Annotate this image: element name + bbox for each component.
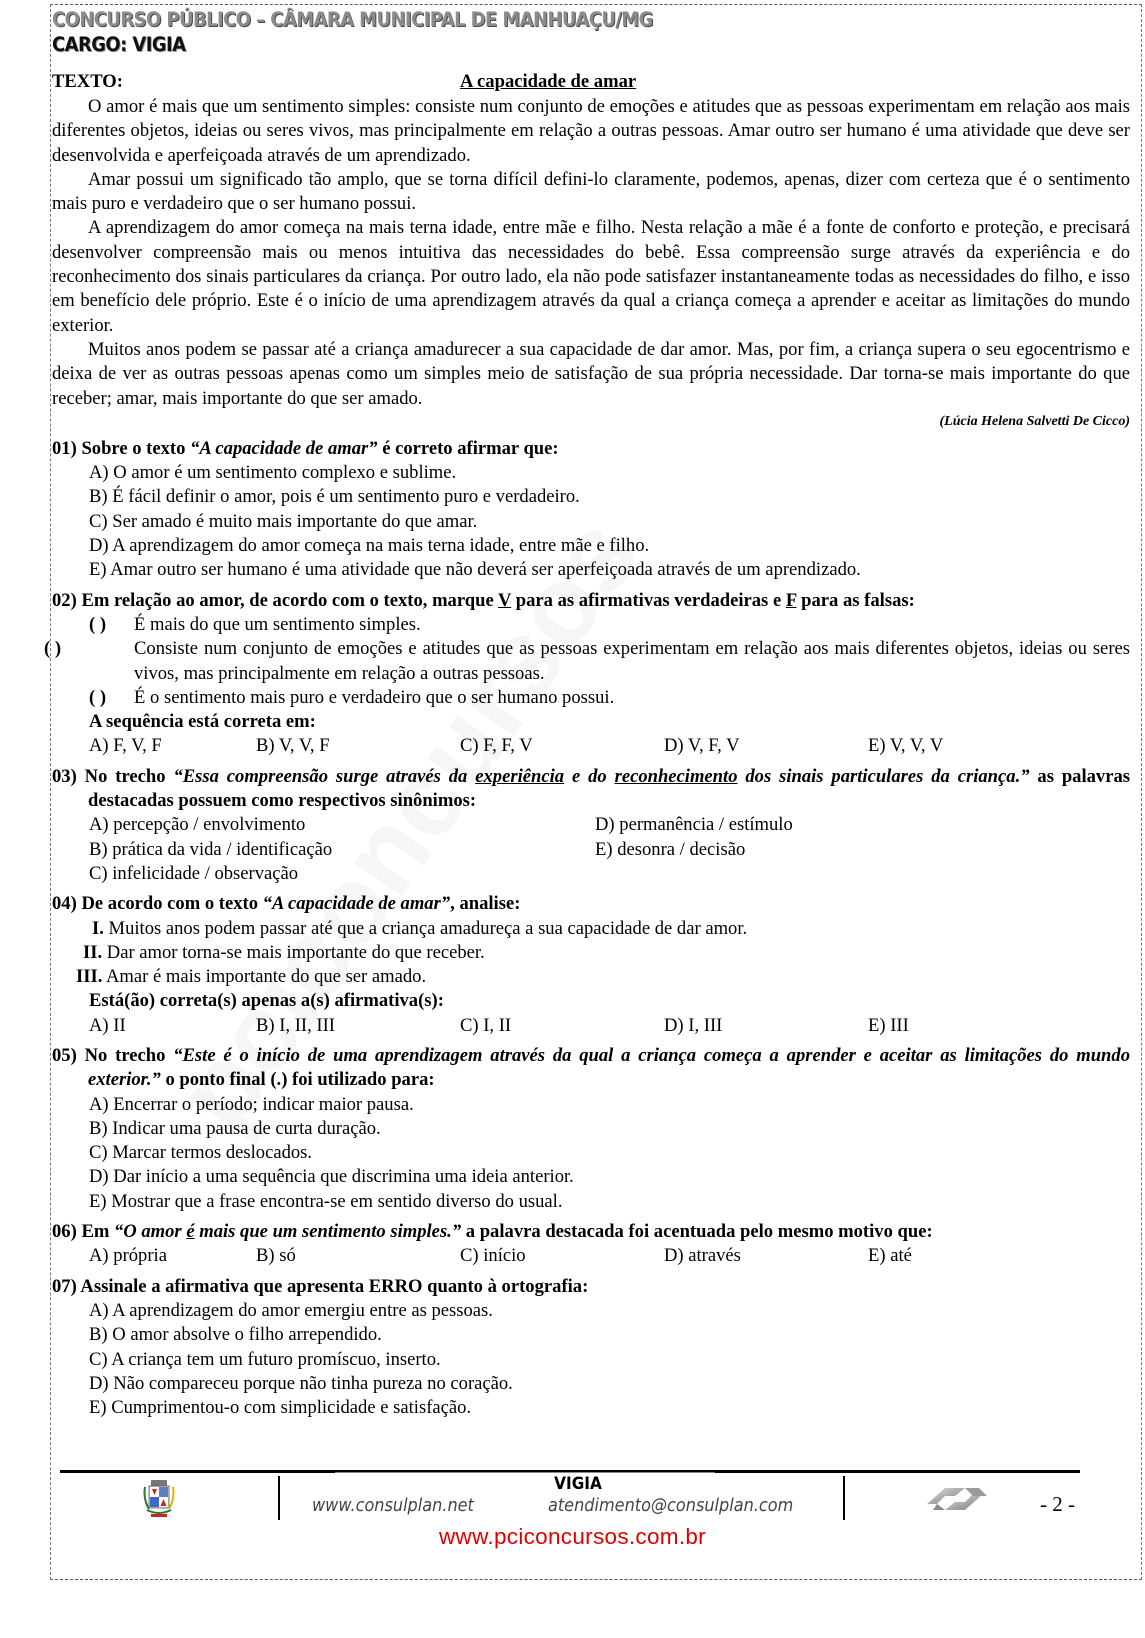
stem-text: De acordo com o texto xyxy=(76,893,263,915)
question-number: 01) xyxy=(52,437,77,459)
option-b: B) I, II, III xyxy=(256,1014,335,1036)
option-b: B) prática da vida / identificação xyxy=(89,838,333,860)
text-label: TEXTO: xyxy=(52,71,123,92)
option-d: D) permanência / estímulo xyxy=(595,814,793,836)
stem-quote: “O amor xyxy=(113,1221,187,1243)
statement-text: É mais do que um sentimento simples. xyxy=(134,613,421,635)
question-number: 06) xyxy=(52,1221,77,1243)
stem-text: No trecho xyxy=(76,1044,174,1066)
text-heading xyxy=(52,70,1130,95)
option-c: C) início xyxy=(460,1245,526,1267)
false-marker: F xyxy=(785,589,797,611)
option-c: C) F, F, V xyxy=(460,735,533,757)
question-stem xyxy=(52,892,1130,916)
stem-quote: e do xyxy=(564,765,615,787)
statement-text: Consiste num conjunto de emoções e atitudes que as pessoas experimentam em relação aos mais diferentes objetos, ideias ou seres vivos, mas principalmente em relação a outras pessoas. xyxy=(134,638,1130,684)
statement-ii xyxy=(52,941,1130,965)
stem-text: é correto afirmar que: xyxy=(377,437,559,459)
option-d: D) A aprendizagem do amor começa na mais terna idade, entre mãe e filho. xyxy=(89,535,650,557)
statement-i xyxy=(52,917,1130,941)
footer-website-link[interactable]: www.consulplan.net xyxy=(312,1496,474,1516)
statement-text: Dar amor torna-se mais importante do que receber. xyxy=(102,941,485,963)
stem-text: para as afirmativas verdadeiras e xyxy=(511,589,786,611)
option-e: E) desonra / decisão xyxy=(595,838,746,860)
text-author: (Lúcia Helena Salvetti De Cicco) xyxy=(939,413,1130,429)
question-04 xyxy=(52,892,1130,1038)
stem-text: Em xyxy=(76,1221,114,1243)
option-d: D) V, F, V xyxy=(664,735,740,757)
options-grid xyxy=(52,813,1130,886)
statement-text: Muitos anos podem passar até que a criança amadureça a sua capacidade de dar amor. xyxy=(103,917,748,939)
stem-quote: “A capacidade de amar” xyxy=(262,893,451,915)
footer-email-link[interactable]: atendimento@consulplan.com xyxy=(548,1496,794,1516)
stem-text: as palavras destacadas possuem como respectivos sinônimos: xyxy=(88,765,1131,812)
sequence-label: A sequência está correta em: xyxy=(89,711,316,733)
option-e: E) até xyxy=(868,1245,912,1267)
option-a: A) percepção / envolvimento xyxy=(89,814,306,836)
roman-numeral: I. xyxy=(92,917,104,939)
stem-quote: “Essa compreensão surge através da xyxy=(173,765,476,787)
statement-iii xyxy=(52,965,1130,989)
option-e: E) Cumprimentou-o com simplicidade e satisfação. xyxy=(89,1397,472,1419)
stem-text: Em relação ao amor, de acordo com o texto, marque xyxy=(76,589,499,611)
stem-text: para as falsas: xyxy=(796,589,915,611)
option-a: A) Encerrar o período; indicar maior pausa. xyxy=(89,1093,414,1115)
source-url-link[interactable]: www.pciconcursos.com.br xyxy=(439,1524,706,1549)
text-title: A capacidade de amar xyxy=(460,71,637,92)
footer-cargo: VIGIA xyxy=(554,1474,602,1494)
option-a: A) A aprendizagem do amor emergiu entre as pessoas. xyxy=(89,1299,493,1321)
option-b: B) O amor absolve o filho arrependido. xyxy=(89,1324,382,1346)
municipal-crest-icon xyxy=(142,1479,176,1519)
consulplan-logo-icon xyxy=(925,1482,991,1516)
stem-text: Assinale a afirmativa que apresenta ERRO quanto à ortografia: xyxy=(76,1275,589,1297)
stem-quote: “Este é o início de uma aprendizagem através da qual a criança começa a aprender e aceitar as limitações do mundo exterior.” xyxy=(88,1044,1130,1091)
text-paragraph: O amor é mais que um sentimento simples: consiste num conjunto de emoções e atitudes que as pessoas experimentam em relação aos mais diferentes objetos, ideias ou seres vivos, mas principalmente em relação a outras pessoas. Amar outro ser humano é uma atividade que deve ser desenvolvida e aperfeiçoada através de um aprendizado. xyxy=(52,96,1130,166)
option-e: E) V, V, V xyxy=(868,735,944,757)
question-number: 04) xyxy=(52,893,77,915)
option-c: C) Marcar termos deslocados. xyxy=(89,1142,313,1164)
option-c: C) infelicidade / observação xyxy=(89,862,299,884)
stem-quote: “A capacidade de amar” xyxy=(190,437,378,459)
footer-separator-right xyxy=(843,1476,845,1520)
option-c: C) I, II xyxy=(460,1014,512,1036)
question-number: 03) xyxy=(52,765,77,787)
option-d: D) I, III xyxy=(664,1014,723,1036)
text-paragraph: Amar possui um significado tão amplo, que se torna difícil defini-lo claramente, podemos, apenas, dizer com certeza que é o sentimento mais puro e verdadeiro que o ser humano possui. xyxy=(52,168,1130,215)
statement-text: Amar é mais importante do que ser amado. xyxy=(102,966,427,988)
options-row xyxy=(52,1244,1130,1268)
vf-statement xyxy=(52,613,1130,637)
stem-text: , analise: xyxy=(450,893,521,915)
question-stem xyxy=(52,1220,1130,1244)
answer-blank[interactable]: ( ) xyxy=(89,686,107,708)
option-a: A) O amor é um sentimento complexo e sublime. xyxy=(89,462,457,484)
highlighted-word: é xyxy=(186,1221,195,1243)
question-03 xyxy=(52,765,1130,886)
option-b: B) só xyxy=(256,1245,296,1267)
exam-title: CONCURSO PÚBLICO – CÂMARA MUNICIPAL DE MANHUAÇU/MG xyxy=(52,8,653,31)
stem-text: Sobre o texto xyxy=(76,437,191,459)
roman-numeral: III. xyxy=(76,966,103,988)
question-number: 05) xyxy=(52,1044,77,1066)
sub-label: Está(ão) correta(s) apenas a(s) afirmativa(s): xyxy=(89,990,444,1012)
answer-blank[interactable]: ( ) xyxy=(89,613,107,635)
option-d: D) Dar início a uma sequência que discrimina uma ideia anterior. xyxy=(89,1166,574,1188)
option-b: B) É fácil definir o amor, pois é um sentimento puro e verdadeiro. xyxy=(89,486,580,508)
question-stem xyxy=(52,1044,1130,1093)
vf-statement xyxy=(52,686,1130,710)
option-d: D) através xyxy=(664,1245,741,1267)
question-stem xyxy=(52,1275,1130,1299)
statement-text: É o sentimento mais puro e verdadeiro que o ser humano possui. xyxy=(134,686,615,708)
question-05 xyxy=(52,1044,1130,1214)
question-07 xyxy=(52,1275,1130,1421)
highlighted-word: reconhecimento xyxy=(614,765,738,787)
stem-text: No trecho xyxy=(76,765,174,787)
option-e: E) Mostrar que a frase encontra-se em sentido diverso do usual. xyxy=(89,1190,563,1212)
option-c: C) A criança tem um futuro promíscuo, inserto. xyxy=(89,1348,441,1370)
question-stem xyxy=(52,437,1130,461)
roman-numeral: II. xyxy=(83,941,103,963)
question-01 xyxy=(52,437,1130,583)
option-b: B) Indicar uma pausa de curta duração. xyxy=(89,1117,381,1139)
question-stem xyxy=(52,765,1130,814)
option-a: A) II xyxy=(89,1014,126,1036)
highlighted-word: experiência xyxy=(475,765,565,787)
exam-content xyxy=(44,70,1131,1420)
question-02 xyxy=(44,589,1130,759)
answer-blank[interactable]: ( ) xyxy=(44,638,62,660)
question-stem xyxy=(52,589,1130,613)
stem-text: a palavra destacada foi acentuada pelo mesmo motivo que: xyxy=(461,1221,933,1243)
stem-text: o ponto final (.) foi utilizado para: xyxy=(160,1069,435,1091)
option-a: A) F, V, F xyxy=(89,735,162,757)
text-paragraph: Muitos anos podem se passar até a criança amadurecer a sua capacidade de dar amor. Mas, por fim, a criança supera o seu egocentrismo e deixa de ver as outras pessoas apenas como um simples meio de satisfação de sua própria necessidade. Dar torna-se mais importante do que receber; amar, mais importante do que ser amado. xyxy=(52,338,1130,409)
option-e: E) III xyxy=(868,1014,909,1036)
option-d: D) Não compareceu porque não tinha pureza no coração. xyxy=(89,1372,513,1394)
options-row xyxy=(52,734,1130,758)
option-a: A) própria xyxy=(89,1245,167,1267)
option-e: E) Amar outro ser humano é uma atividade que não deverá ser aperfeiçoada através de um aprendizado. xyxy=(89,559,861,581)
question-06 xyxy=(52,1220,1130,1269)
exam-cargo: CARGO: VIGIA xyxy=(52,33,186,56)
text-paragraph: A aprendizagem do amor começa na mais terna idade, entre mãe e filho. Nesta relação a mãe é a fonte de conforto e proteção, e precisará desenvolver compreensão mais ou menos intuitiva das necessidades do bebê. Essa compreensão surge através da experiência e do reconhecimento dos sinais particulares da criança. Por outro lado, ela não pode satisfazer instantaneamente todas as necessidades do filho, e isso em benefício dele próprio. Este é o início de uma aprendizagem através da qual a criança começa a aprender e aceitar as limitações do mundo exterior. xyxy=(52,217,1130,336)
page-number: - 2 - xyxy=(1040,1492,1075,1516)
footer-divider-shadow xyxy=(335,1472,715,1473)
option-b: B) V, V, F xyxy=(256,735,330,757)
stem-quote: dos sinais particulares da criança.” xyxy=(737,765,1030,787)
question-number: 07) xyxy=(52,1275,77,1297)
true-marker: V xyxy=(498,589,512,611)
stem-quote: mais que um sentimento simples.” xyxy=(194,1221,462,1243)
question-number: 02) xyxy=(52,589,77,611)
option-c: C) Ser amado é muito mais importante do que amar. xyxy=(89,510,478,532)
vf-statement xyxy=(44,637,1130,686)
options-row xyxy=(52,1014,1130,1038)
footer-separator-left xyxy=(278,1476,280,1520)
